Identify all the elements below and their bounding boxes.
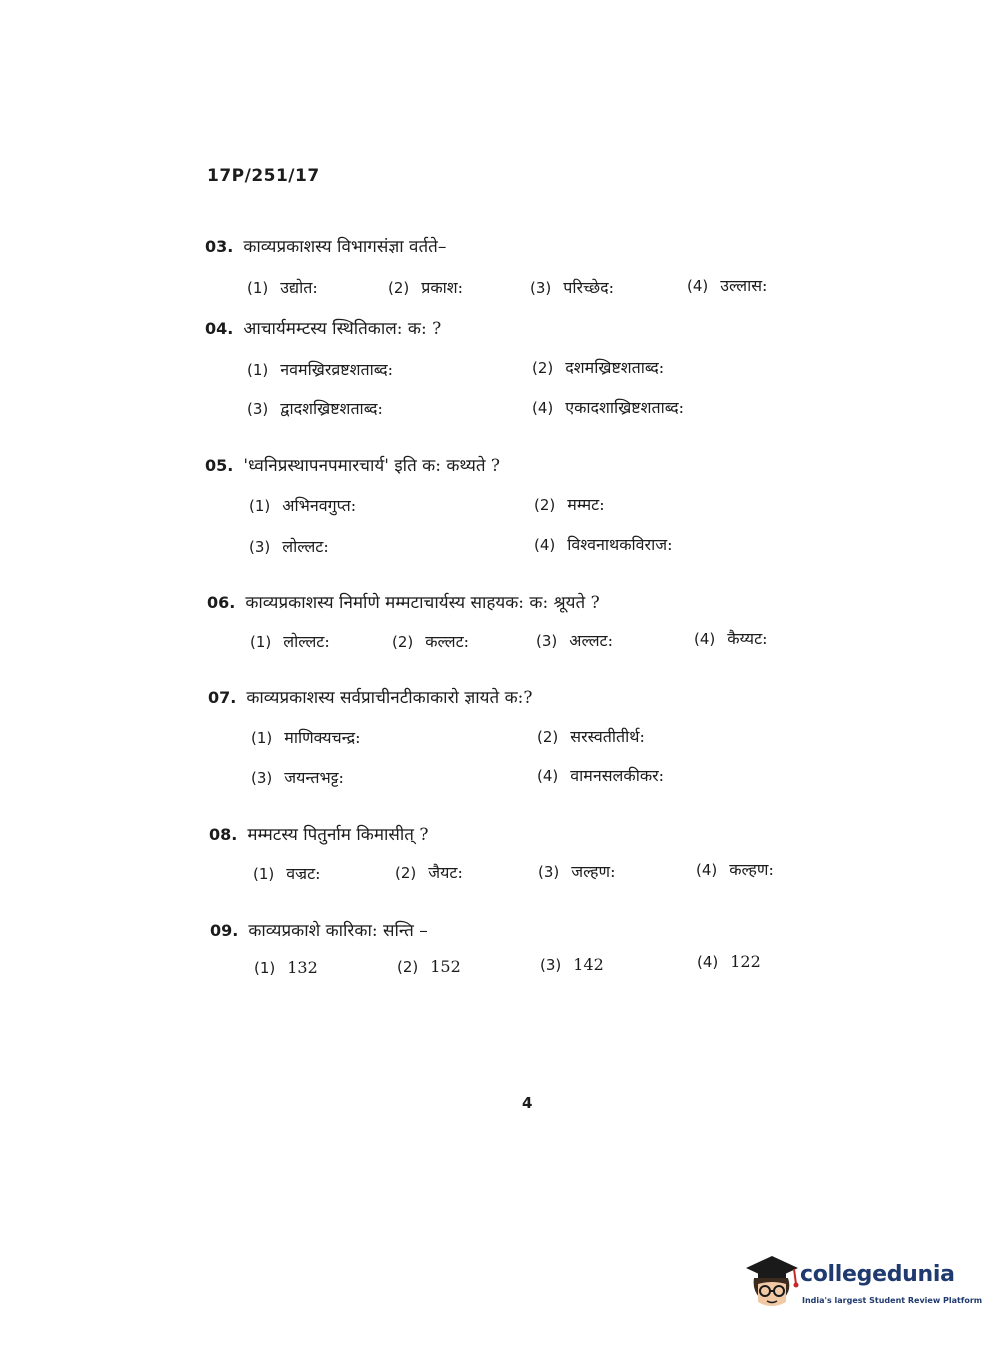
option-2: (2) प्रकाश: [388, 278, 464, 297]
question-text: काव्यप्रकाशस्य निर्माणे मम्मटाचार्यस्य साहयक: क: श्रूयते ? [245, 593, 600, 613]
option-4: (4) 122 [697, 952, 761, 971]
option-2: (2) कल्लट: [392, 632, 470, 651]
option-3: (3) जयन्तभट्ट: [251, 768, 344, 787]
option-1: (1) लोल्लट: [250, 632, 330, 651]
option-3: (3) परिच्छेद: [530, 278, 615, 297]
option-4: (4) कैय्यट: [694, 629, 768, 648]
logo-tagline: India's largest Student Review Platform [802, 1296, 983, 1305]
question-text: काव्यप्रकाशस्य सर्वप्राचीनटीकाकारो ज्ञायते क:? [246, 688, 533, 708]
option-1: (1) उद्योत: [247, 278, 318, 297]
option-2: (2) जैयट: [395, 863, 463, 882]
option-4: (4) वामनसलकीकर: [537, 766, 665, 785]
option-1: (1) माणिक्यचन्द्र: [251, 728, 361, 747]
option-3: (3) लोल्लट: [249, 537, 329, 556]
option-3: (3) अल्लट: [536, 631, 613, 650]
question-number: 07. [208, 688, 237, 707]
page-number: 4 [522, 1094, 533, 1112]
option-4: (4) उल्लास: [687, 276, 768, 295]
option-2: (2) दशमख्रिष्टशताब्द: [532, 358, 665, 377]
option-1: (1) नवमख्रिरव्रष्टशताब्द: [247, 360, 393, 379]
question-number: 05. [205, 456, 234, 475]
question-text: काव्यप्रकाशस्य विभागसंज्ञा वर्तते– [243, 237, 447, 257]
option-1: (1) 132 [254, 958, 318, 977]
question-text: आचार्यमम्टस्य स्थितिकाल: क: ? [243, 319, 442, 339]
option-2: (2) 152 [397, 957, 461, 976]
question-number: 08. [209, 825, 238, 844]
option-3: (3) द्वादशख्रिष्टशताब्द: [247, 399, 383, 418]
question-number: 03. [205, 237, 234, 256]
question-text: 'ध्वनिप्रस्थापनपमारचार्य' इति क: कथ्यते ? [243, 456, 501, 476]
paper-code: 17P/251/17 [207, 166, 320, 186]
question-number: 04. [205, 319, 234, 338]
option-1: (1) अभिनवगुप्त: [249, 496, 357, 515]
option-2: (2) मम्मट: [534, 495, 605, 514]
option-4: (4) कल्हण: [696, 860, 774, 879]
option-1: (1) वज्रट: [253, 864, 321, 883]
option-2: (2) सरस्वतीतीर्थ: [537, 727, 645, 746]
question-number: 06. [207, 593, 236, 612]
logo-name: collegedunia [800, 1262, 955, 1287]
option-4: (4) विश्वनाथकविराज: [534, 535, 673, 554]
option-4: (4) एकादशाख्रिष्टशताब्द: [532, 398, 685, 417]
question-number: 09. [210, 921, 239, 940]
option-3: (3) जल्हण: [538, 862, 616, 881]
graduate-mascot-icon [742, 1250, 800, 1314]
question-text: काव्यप्रकाशे कारिका: सन्ति – [248, 921, 428, 941]
option-3: (3) 142 [540, 955, 604, 974]
question-text: मम्मटस्य पितुर्नाम किमासीत् ? [247, 825, 429, 845]
collegedunia-logo [742, 1250, 983, 1314]
